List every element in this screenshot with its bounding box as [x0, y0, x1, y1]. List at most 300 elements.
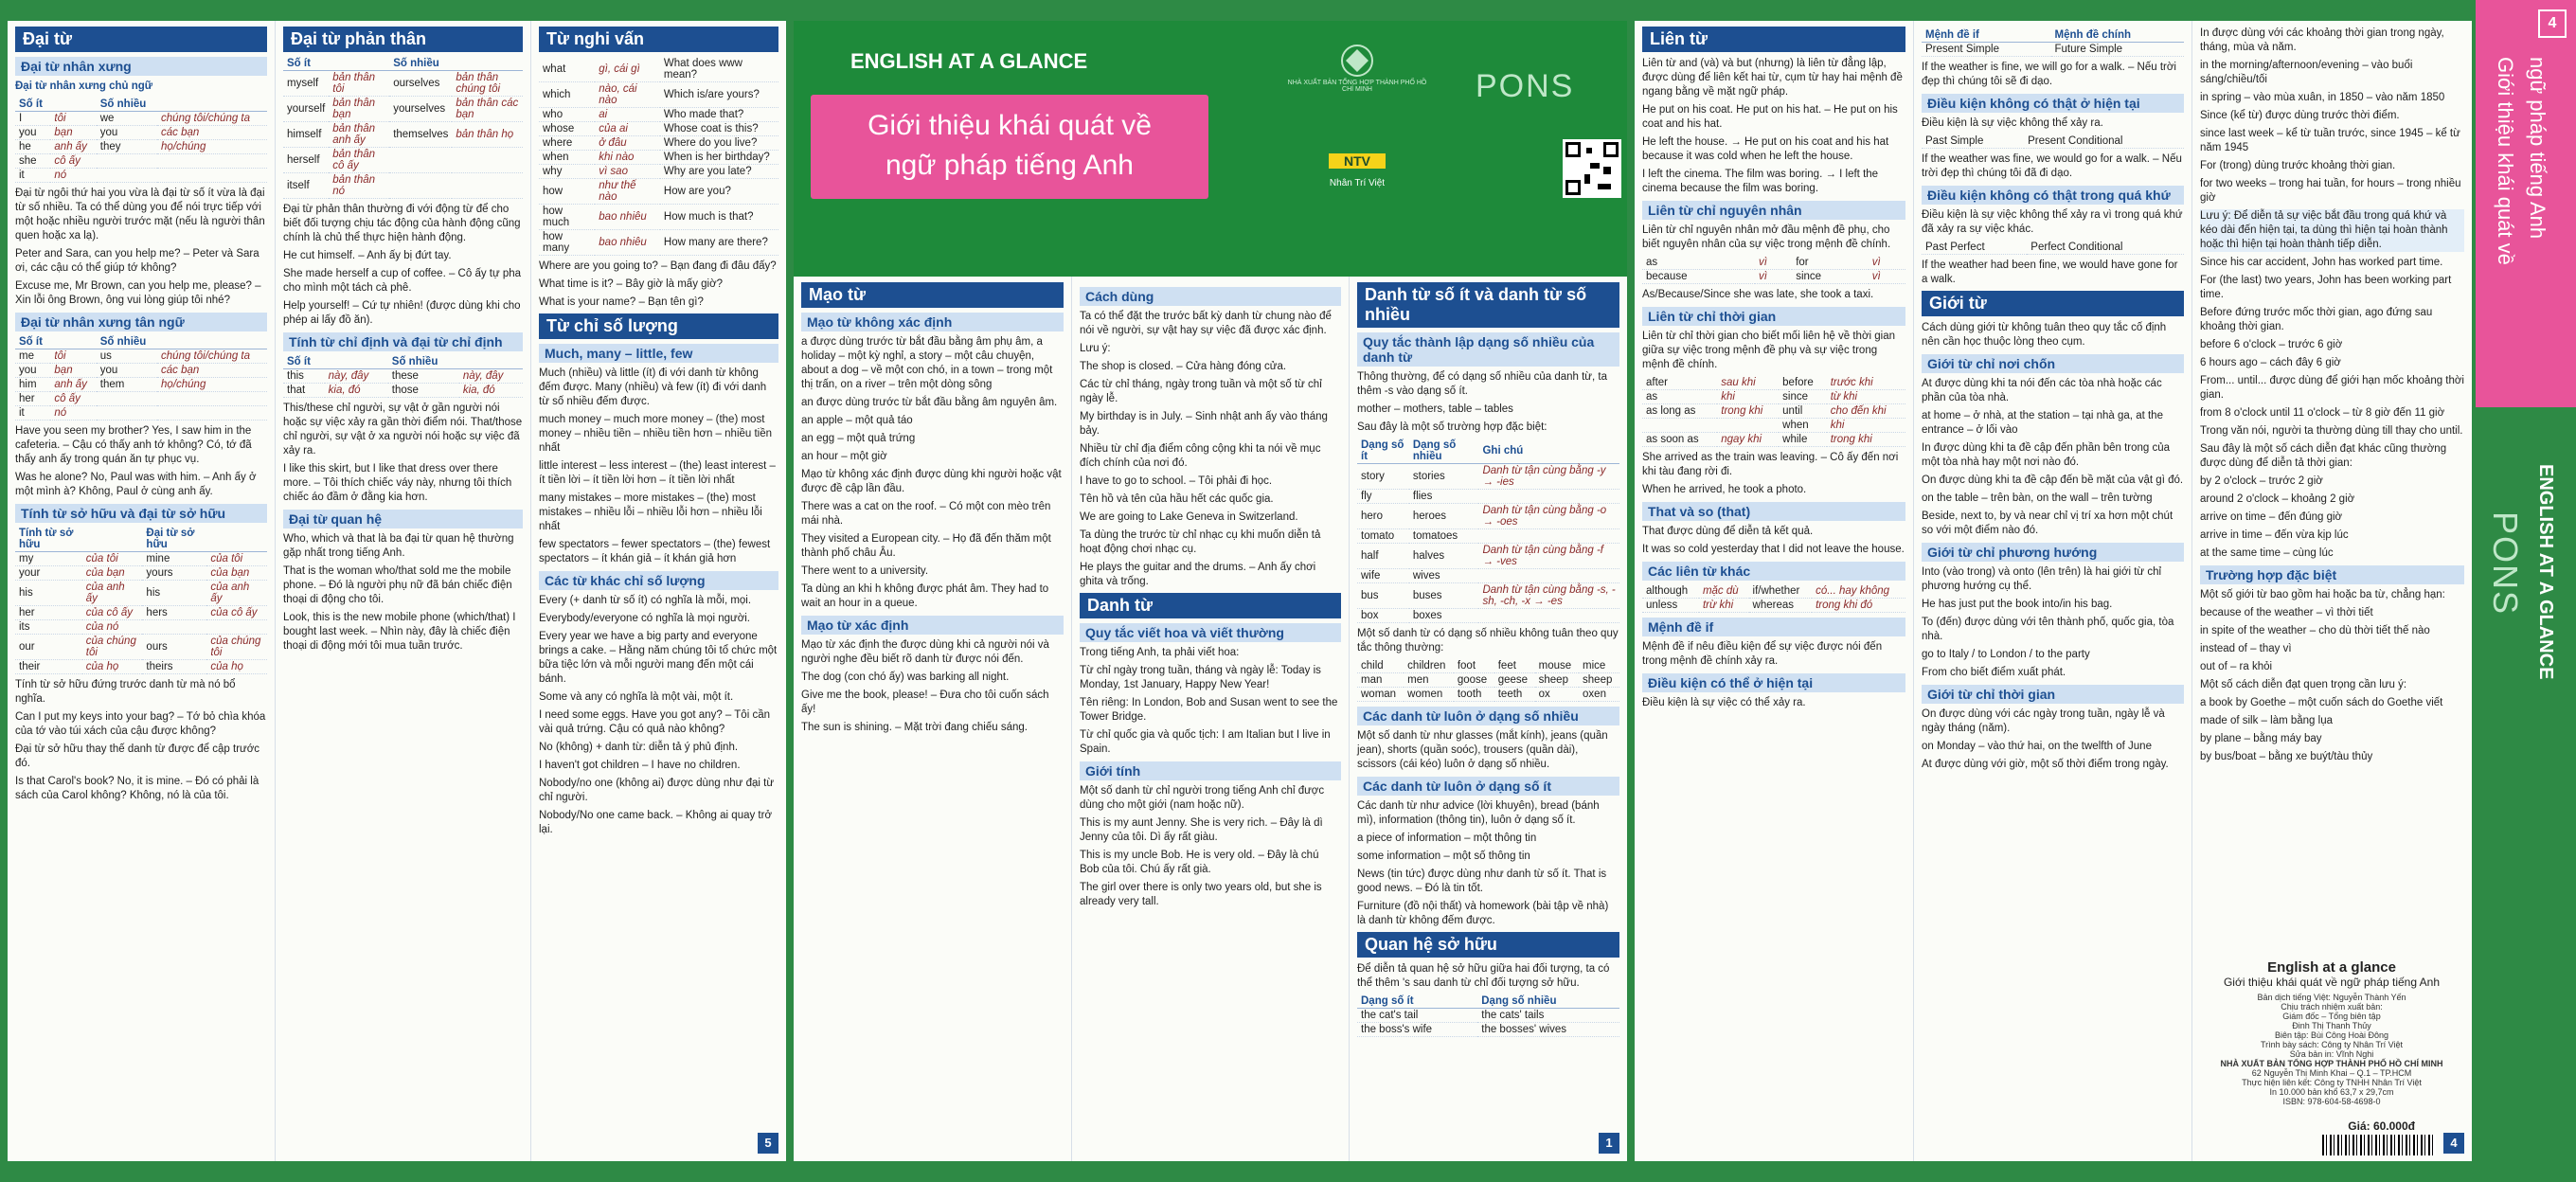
subheader-object-pronouns: Đại từ nhân xưng tân ngữ	[15, 313, 267, 331]
causal-table	[1642, 256, 1905, 284]
subheader-unreal-present: Điều kiện không có thật ở hiện tại	[1922, 94, 2184, 113]
paragraph: Nobody/no one (không ai) được dùng như đại từ chỉ người.	[539, 778, 775, 803]
example: Give me the book, please! – Đưa cho tôi cuốn sách ấy!	[801, 690, 1049, 715]
paragraph: Ta có thể đặt the trước bất kỳ danh từ chung nào để nói về người, sự vật hay sự việc đã được xác định.	[1080, 311, 1332, 336]
subheader-always-plural: Các danh từ luôn ở dạng số nhiều	[1357, 707, 1619, 725]
example: Is that Carol's book? No, it is mine. – Đó có phải là sách của Carol không? Không, nó là của tôi.	[15, 776, 259, 801]
possession-table: Dạng số ít Dạng số nhiều the cat's tail the cats' tails the boss's wife the bosses' wives	[1357, 994, 1619, 1037]
paragraph: Nhiều từ chỉ địa điểm công cộng khi ta nói về mục đích chính của nơi đó.	[1080, 443, 1321, 469]
example: at the same time – cùng lúc	[2200, 547, 2334, 559]
paragraph: News (tin tức) được dùng như danh từ số ít. That is good news. – Đó là tin tốt.	[1357, 869, 1607, 894]
colophon	[2199, 954, 2464, 1112]
example: We are going to Lake Geneva in Switzerland.	[1080, 511, 1298, 523]
subheader-definite-article: Mạo từ xác định	[801, 616, 1064, 635]
spine-title-vi-2: ngữ pháp tiếng Anh	[2526, 57, 2549, 240]
spine-pink-block	[2476, 0, 2576, 407]
question-word-table	[539, 57, 778, 256]
paragraph: Before đứng trước mốc thời gian, ago đứng sau khoảng thời gian.	[2200, 307, 2433, 332]
table-row: he anh ấy they họ/chúng	[15, 140, 267, 154]
example: The shop is closed. – Cửa hàng đóng cửa.	[1080, 361, 1287, 372]
price-label: Giá: 60.000đ	[2348, 1119, 2415, 1133]
column-conjunctions	[1635, 21, 1913, 1161]
example: Từ chỉ quốc gia và quốc tịch: I am Italian but I live in Spain.	[1080, 729, 1331, 755]
example: on Monday – vào thứ hai, on the twelfth of June	[1922, 741, 2152, 752]
table-row: story stories Danh từ tận cùng bằng -y → -ies	[1357, 464, 1619, 490]
paragraph: Các từ chỉ tháng, ngày trong tuần và một số từ chỉ ngày lễ.	[1080, 379, 1322, 404]
example: Nobody/No one came back. – Không ai quay trở lại.	[539, 810, 772, 835]
paragraph: Liên từ and (và) và but (nhưng) là liên từ đẳng lập, được dùng để liên kết hai từ, cụm từ hay hai mệnh đề ngang bằng về mặt ngữ pháp.	[1642, 58, 1903, 98]
colophon-line: Bản dịch tiếng Việt: Nguyễn Thành Yến	[2257, 993, 2406, 1002]
subheader-personal-pronouns: Đại từ nhân xưng	[15, 57, 267, 76]
example: She arrived as the train was leaving. – Cô ấy đến nơi khi tàu đang rời đi.	[1642, 452, 1899, 477]
paragraph: Tính từ sở hữu đứng trước danh từ mà nó bổ nghĩa.	[15, 679, 236, 705]
paragraph: Đại từ sở hữu thay thế danh từ được để cập trước đó.	[15, 743, 260, 769]
example: He has just put the book into/in his bag.	[1922, 599, 2113, 610]
example: by bus/boat – bằng xe buýt/tàu thủy	[2200, 751, 2373, 762]
column-pronouns	[8, 21, 275, 1161]
table-row: when khi	[1642, 419, 1905, 433]
subheader-subject-pronouns: Đại từ nhân xưng chủ ngữ	[15, 81, 153, 92]
example: He plays the guitar and the drums. – Anh ấy chơi ghita và trống.	[1080, 562, 1316, 587]
section-header-nouns: Danh từ	[1080, 593, 1341, 618]
subheader-unreal-past: Điều kiện không có thật trong quá khứ	[1922, 186, 2184, 205]
paragraph: Ta dùng the trước từ chỉ nhạc cụ khi muốn diễn tả hoạt động chơi nhạc cụ.	[1080, 529, 1321, 555]
example: around 2 o'clock – khoảng 2 giờ	[2200, 493, 2355, 505]
paragraph: Một số danh từ có dạng số nhiều không tuân theo quy tắc thông thường:	[1357, 628, 1619, 654]
plural-rules-table: Dạng số ít Dạng số nhiều Ghi chú story stories Danh từ tận cùng bằng -y → -ies fly flies hero heroes Danh từ tận cùng bằng -o → -oes tomato tomatoes half halves Danh từ tận cùng bằng -f → -ves wife wives bus buses Danh từ tận cùng bằng -s, -sh, -ch, -x → -es box boxes	[1357, 439, 1619, 623]
example: by plane – bằng máy bay	[2200, 733, 2322, 744]
table-row: his của anh ấy his của anh ấy	[15, 581, 267, 606]
conditional-1-table: Mệnh đề if Mệnh đề chính Present Simple Future Simple	[1922, 28, 2184, 57]
panel-page-4	[1635, 21, 2472, 1161]
paragraph: Thông thường, để có dạng số nhiều của danh từ, ta thêm -s vào dạng số ít.	[1357, 371, 1607, 397]
example: My birthday is in July. – Sinh nhật anh ấy vào tháng bảy.	[1080, 411, 1328, 437]
page-number: 4	[2443, 1133, 2464, 1154]
table-row: how như thế nào How are you?	[539, 179, 778, 205]
table-row: half halves Danh từ tận cùng bằng -f → -ves	[1357, 544, 1619, 569]
paragraph: In được dùng khi ta đề cập đến phần bên trong của một tòa nhà hay một nơi nào đó.	[1922, 442, 2171, 468]
table-row: that kia, đó those kia, đó	[283, 384, 523, 398]
colophon-line: NHÀ XUẤT BẢN TỔNG HỢP THÀNH PHỐ HỒ CHÍ MINH	[2220, 1059, 2443, 1068]
colophon-line: Sửa bản in: Vĩnh Nghi	[2289, 1049, 2374, 1059]
table-row: how many bao nhiêu How many are there?	[539, 230, 778, 256]
example: The girl over there is only two years old, but she is already very tall.	[1080, 882, 1322, 907]
example: at home – ở nhà, at the station – tại nhà ga, at the entrance – ở lối vào	[1922, 410, 2163, 436]
example: I haven't got children – I have no children.	[539, 760, 741, 771]
colophon-line: ISBN: 978-604-58-4698-0	[2282, 1097, 2381, 1106]
example: He left the house. → He put on his coat and his hat because it was cold when he left the house.	[1642, 136, 1889, 162]
paragraph: At được dùng với giờ, một số thời điểm trong ngày.	[1922, 759, 2169, 770]
possessive-table: Tính từ sở hữu Đại từ sở hữu my của tôi mine của tôi your của bạn yours của bạn his của anh ấy his của anh ấy her của cô ấy hers của cô ấy its của nó our của chúng tôi ours của chúng tôi their của họ theirs của họ	[15, 527, 267, 674]
example: If the weather was fine, we would go for a walk. – Nếu trời đẹp thì chúng tôi đã đi dạo.	[1922, 153, 2182, 179]
page-number: 1	[1599, 1133, 1619, 1154]
example: an apple – một quả táo	[801, 415, 913, 426]
paragraph: Các danh từ như advice (lời khuyên), bread (bánh mì), information (thông tin), luôn ở dạng số ít.	[1357, 800, 1600, 826]
spine-title-vi	[2493, 57, 2568, 398]
table-row: the boss's wife the bosses' wives	[1357, 1023, 1619, 1037]
example: Every year we have a big party and everyone brings a cake. – Hằng năm chúng tôi tổ chức một bữa tiệc lớn và mỗi người mang đến một cái bánh.	[539, 631, 778, 685]
barcode-icon	[2322, 1135, 2436, 1155]
paragraph: a được dùng trước từ bắt đầu bằng âm phụ âm, a holiday – một kỳ nghỉ, a story – một câu chuyện, about a dog – về một con chó, in a town – trong một thị trấn, on a river – trên một dòng sông	[801, 336, 1053, 390]
colophon-subtitle: Giới thiệu khái quát về ngữ pháp tiếng Anh	[2223, 976, 2441, 989]
example: an hour – một giờ	[801, 451, 887, 462]
subheader-that-so-that: That và so (that)	[1642, 502, 1905, 521]
example: The dog (con chó ấy) was barking all night.	[801, 672, 1010, 683]
table-row: the cat's tail the cats' tails	[1357, 1009, 1619, 1023]
paragraph: Tên hồ và tên của hầu hết các quốc gia.	[1080, 493, 1274, 505]
section-header-plurals: Danh từ số ít và danh từ số nhiều	[1357, 282, 1619, 328]
example: I like this skirt, but I like that dress over there more. – Tôi thích chiếc váy này, nhưng tôi thích chiếc áo đầm ở đằng kia hơn.	[283, 463, 512, 503]
example: little interest – less interest – (the) least interest – ít tiền lời – ít tiền lời hơn – ít tiền lời nhất	[539, 460, 776, 486]
colophon-line: Thực hiện liên kết: Công ty TNHH Nhân Trí Việt	[2242, 1078, 2422, 1087]
table-row: man men goose geese sheep sheep	[1357, 673, 1619, 688]
paragraph: Liên từ chỉ nguyên nhân mở đầu mệnh đề phụ, cho biết nguyên nhân của sự việc trong mệnh đề chính.	[1642, 224, 1891, 250]
paragraph: For (trong) dùng trước khoảng thời gian.	[2200, 160, 2396, 171]
example: I left the cinema. The film was boring. → I left the cinema because the film was boring.	[1642, 169, 1879, 194]
paragraph: Beside, next to, by và near chỉ vị trí xa hơn một chút so với một điểm nào đó.	[1922, 510, 2174, 536]
publisher-small-text: NHÀ XUẤT BẢN TỔNG HỢP THÀNH PHỐ HỒ CHÍ MINH	[1287, 80, 1427, 93]
paragraph: Điều kiện là sự việc có thể xảy ra.	[1642, 697, 1806, 708]
page-number: 5	[758, 1133, 778, 1154]
table-header: Số nhiều	[97, 98, 157, 112]
colophon-line: In 10.000 bản khổ 63,7 x 29,7cm	[2269, 1087, 2394, 1097]
column-usage-nouns	[1071, 277, 1349, 1161]
example: As/Because/Since she was late, she took a taxi.	[1642, 289, 1874, 300]
example: Excuse me, Mr Brown, can you help me, please? – Xin lỗi ông Brown, ông vui lòng giúp tôi nhé?	[15, 280, 261, 306]
example: much money – much more money – (the) most money – nhiều tiền – nhiều tiền hơn – nhiều tiền nhất	[539, 414, 773, 454]
example: on the table – trên bàn, on the wall – trên tường	[1922, 492, 2153, 504]
example: many mistakes – more mistakes – (the) most mistakes – nhiều lỗi – nhiều lỗi hơn – nhiều lỗi nhất	[539, 492, 762, 532]
table-row: bus buses Danh từ tận cùng bằng -s, -sh, -ch, -x → -es	[1357, 583, 1619, 609]
example: Look, this is the new mobile phone (which/that) I bought last week. – Nhìn này, đây là chiếc điện thoại di động mới tôi mua tuần trước.	[283, 612, 516, 652]
paragraph: This/these chỉ người, sự vật ở gần người nói hoặc sự việc xảy ra gần thời điểm nói. That/those chỉ người, sự vật ở xa người nói hoặc sự việc đã xảy ra.	[283, 403, 523, 457]
example: few spectators – fewer spectators – (the) fewest spectators – ít khán giả – ít khán giả hơn	[539, 539, 771, 564]
example: When he arrived, he took a photo.	[1642, 484, 1807, 495]
paragraph: That được dùng để diễn tả kết quả.	[1642, 526, 1814, 537]
example: There was a cat on the roof. – Có một con mèo trên mái nhà.	[801, 501, 1051, 527]
table-row: it nó	[15, 169, 267, 183]
table-row: her cô ấy	[15, 392, 267, 406]
table-row: child children foot feet mouse mice	[1357, 659, 1619, 673]
example: For (the last) two years, John has been working part time.	[2200, 275, 2452, 300]
table-row: her của cô ấy hers của cô ấy	[15, 606, 267, 620]
colophon-line: Đinh Thị Thanh Thủy	[2292, 1021, 2371, 1030]
example: Help yourself! – Cứ tự nhiên! (được dùng khi cho phép ai lấy đồ ăn).	[283, 300, 521, 326]
table-row: which nào, cái nào Which is/are yours?	[539, 82, 778, 108]
example: in spite of the weather – cho dù thời tiết thế nào	[2200, 625, 2430, 636]
table-row: because vì since vì	[1642, 270, 1905, 284]
example: arrive on time – đến đúng giờ	[2200, 511, 2343, 523]
example: since last week – kể từ tuần trước, since 1945 – kể từ năm 1945	[2200, 128, 2460, 153]
example: He cut himself. – Anh ấy bị đứt tay.	[283, 250, 452, 261]
table-row: where ở đâu Where do you live?	[539, 136, 778, 151]
example: go to Italy / to London / to the party	[1922, 649, 2090, 660]
paragraph: Trong văn nói, người ta thường dùng till thay cho until.	[2200, 425, 2463, 437]
paragraph: In được dùng với các khoảng thời gian trong ngày, tháng, mùa và năm.	[2200, 27, 2444, 53]
table-row: how much bao nhiêu How much is that?	[539, 205, 778, 230]
spine-title-en: ENGLISH AT A GLANCE	[2535, 464, 2556, 680]
table-row: it nó	[15, 406, 267, 421]
example: If the weather had been fine, we would have gone for a walk.	[1922, 260, 2178, 285]
table-row: yourself bản thân bạn yourselves bản thân các bạn	[283, 97, 523, 122]
example: a book by Goethe – một cuốn sách do Goethe viết	[2200, 697, 2443, 708]
table-row: Past Perfect Perfect Conditional	[1922, 241, 2184, 255]
subheader-plural-rules: Quy tắc thành lập dạng số nhiều của danh từ	[1357, 332, 1619, 367]
example: I have to go to school. – Tôi phải đi học.	[1080, 475, 1273, 487]
example: What is your name? – Bạn tên gì?	[539, 296, 704, 308]
example: Since his car accident, John has worked part time.	[2200, 257, 2443, 268]
table-row: him anh ấy them họ/chúng	[15, 378, 267, 392]
example: an egg – một quả trứng	[801, 433, 916, 444]
subheader-capitalization: Quy tắc viết hoa và viết thường	[1080, 623, 1341, 642]
example: in the morning/afternoon/evening – vào buổi sáng/chiều/tối	[2200, 60, 2413, 85]
cover-banner	[794, 21, 1627, 277]
paragraph: Điều kiện là sự việc không thể xảy ra vì trong quá khứ đã xảy ra sự việc khác.	[1922, 209, 2183, 235]
paragraph: Liên từ chỉ thời gian cho biết mối liên hệ về thời gian giữa sự việc trong mệnh đề phụ và sự việc trong mệnh đề chính.	[1642, 331, 1895, 370]
example: mother – mothers, table – tables	[1357, 403, 1513, 415]
example: Peter and Sara, can you help me? – Peter và Sara ơi, các cậu có thể giúp tớ không?	[15, 248, 259, 274]
example: I need some eggs. Have you got any? – Tôi cần vài quả trứng. Cậu có quả nào không?	[539, 709, 770, 735]
column-articles	[794, 277, 1071, 1161]
subheader-usage: Cách dùng	[1080, 287, 1341, 306]
panel-page-5	[8, 21, 786, 1161]
subheader-time-prepositions: Giới từ chỉ thời gian	[1922, 685, 2184, 704]
spine-page-number: 4	[2538, 9, 2567, 38]
paragraph: From cho biết điểm xuất phát.	[1922, 667, 2066, 678]
conditional-3-table	[1922, 241, 2184, 255]
publisher-logo-icon	[1286, 40, 1428, 106]
table-row: when khi nào When is her birthday?	[539, 151, 778, 165]
example: She made herself a cup of coffee. – Cô ấy tự pha cho mình một tách cà phê.	[283, 268, 522, 294]
table-row: herself bản thân cô ấy	[283, 148, 523, 173]
example: This is my uncle Bob. He is very old. – Đây là chú Bob của tôi. Chú ấy rất già.	[1080, 850, 1319, 875]
section-header-pronouns: Đại từ	[15, 27, 267, 52]
table-row: as soon as ngay khi while trong khi	[1642, 433, 1905, 447]
table-row: why vì sao Why are you late?	[539, 165, 778, 179]
column-reflexive	[275, 21, 530, 1161]
example: There went to a university.	[801, 565, 929, 577]
table-row: as long as trong khi until cho đến khi	[1642, 404, 1905, 419]
section-header-quantifiers: Từ chỉ số lượng	[539, 313, 778, 339]
conditional-2-table	[1922, 134, 2184, 149]
paragraph: Đại từ phản thân thường đi với động từ để cho biết đối tượng chịu tác động của hành động cũng chính là chủ thể thực hiện hành động.	[283, 204, 521, 243]
table-row: I tôi we chúng tôi/chúng ta	[15, 112, 267, 126]
example: a piece of information – một thông tin	[1357, 833, 1537, 844]
paragraph: Into (vào trong) và onto (lên trên) là hai giới từ chỉ phương hướng cụ thể.	[1922, 566, 2162, 592]
paragraph: Furniture (đồ nội thất) và homework (bài tập về nhà) là danh từ không đếm được.	[1357, 901, 1609, 926]
example: instead of – thay vì	[2200, 643, 2292, 654]
paragraph: Một số danh từ như glasses (mắt kính), jeans (quần jean), shorts (quần soóc), trousers (quần dài), scissors (cái kéo) luôn ở dạng số nhiều.	[1357, 730, 1608, 770]
subheader-special-cases: Trường hợp đặc biệt	[2200, 565, 2464, 584]
subheader-place-prepositions: Giới từ chỉ nơi chốn	[1922, 354, 2184, 373]
example: That is the woman who/that sold me the mobile phone. – Đó là người phụ nữ đã bán chiếc điện thoại di động cho tôi.	[283, 565, 512, 605]
example: 6 hours ago – cách đây 6 giờ	[2200, 357, 2341, 368]
table-row: its của nó	[15, 620, 267, 635]
colophon-line: Chịu trách nhiệm xuất bản:	[2281, 1002, 2383, 1012]
table-row: wife wives	[1357, 569, 1619, 583]
subheader-causal-conjunctions: Liên từ chỉ nguyên nhân	[1642, 201, 1905, 220]
table-row: your của bạn yours của bạn	[15, 566, 267, 581]
colophon-line: Trình bày sách: Công ty Nhân Trí Việt	[2260, 1040, 2404, 1049]
table-row: who ai Who made that?	[539, 108, 778, 122]
example: because of the weather – vì thời tiết	[2200, 607, 2373, 618]
cover-title-vi-1: Giới thiệu khái quát về	[868, 110, 1152, 141]
example: for two weeks – trong hai tuần, for hours – trong nhiều giờ	[2200, 178, 2461, 204]
reflexive-table: Số ít Số nhiều myself bản thân tôi ourselves bản thân chúng tôi yourself bản thân bạn yourselves bản thân các bạn himself bản thân anh ấy themselves bản thân họ herself bản thân cô ấy itself bản thân nó	[283, 57, 523, 199]
paragraph: Much (nhiều) và little (ít) đi với danh từ không đếm được. Many (nhiều) và few (ít) đi với danh từ số nhiều đếm được.	[539, 367, 767, 407]
example: What time is it? – Bây giờ là mấy giờ?	[539, 278, 724, 290]
side-spine	[2476, 0, 2576, 1182]
paragraph: Mạo từ không xác định được dùng khi người hoặc vật được đề cập lần đầu.	[801, 469, 1062, 494]
panel-page-1	[794, 277, 1627, 1161]
spine-title-vi-1: Giới thiệu khái quát về	[2494, 57, 2517, 265]
example: Have you seen my brother? Yes, I saw him in the cafeteria. – Cậu có thấy anh tớ không? Có, tớ đã thấy anh ấy trong quán ăn tự phục vụ.	[15, 425, 252, 465]
section-header-prepositions: Giới từ	[1922, 291, 2184, 316]
column-interrogatives	[530, 21, 786, 1161]
table-row: as khi since từ khi	[1642, 390, 1905, 404]
table-row: as vì for vì	[1642, 256, 1905, 270]
colophon-line: 62 Nguyễn Thị Minh Khai – Q.1 – TP.HCM	[2251, 1068, 2412, 1078]
paragraph: Mạo từ xác định the được dùng khi cả người nói và người nghe đều biết rõ danh từ được nói đến.	[801, 639, 1049, 665]
example: in spring – vào mùa xuân, in 1850 – vào năm 1850	[2200, 92, 2445, 103]
paragraph: Một số cách diễn đạt quen trọng cần lưu ý:	[2200, 679, 2407, 690]
colophon-line: Giám đốc – Tổng biên tập	[2282, 1012, 2381, 1021]
subheader-other-conjunctions: Các liên từ khác	[1642, 562, 1905, 581]
table-row: himself bản thân anh ấy themselves bản thân họ	[283, 122, 523, 148]
table-row: fly flies	[1357, 490, 1619, 504]
table-row: whose của ai Whose coat is this?	[539, 122, 778, 136]
example: Was he alone? No, Paul was with him. – Anh ấy ở một mình à? Không, Paul ở cùng anh ấy.	[15, 472, 257, 497]
example: by 2 o'clock – trước 2 giờ	[2200, 475, 2323, 487]
ntv-logo	[1324, 153, 1390, 210]
section-header-conjunctions: Liên từ	[1642, 27, 1905, 52]
irregular-plural-table	[1357, 659, 1619, 702]
table-row: Present Simple Future Simple	[1922, 43, 2184, 57]
section-header-articles: Mạo từ	[801, 282, 1064, 308]
paragraph: Everybody/everyone có nghĩa là mọi người.	[539, 613, 750, 624]
table-row: itself bản thân nó	[283, 173, 523, 199]
paragraph: Sau đây là một số cách diễn đạt khác cũng thường được dùng để diễn tả thời gian:	[2200, 443, 2447, 469]
subheader-much-many: Much, many – little, few	[539, 344, 778, 363]
note: Lưu ý: Để diễn tả sự việc bắt đầu trong quá khứ và kéo dài đến hiện tại, ta dùng thì hiện tại hoàn thành hoặc thì hiện tại hoàn thành tiếp diễn.	[2200, 209, 2464, 252]
table-row: after sau khi before trước khi	[1642, 376, 1905, 390]
subheader-real-present: Điều kiện có thể ở hiện tại	[1642, 673, 1905, 692]
paragraph: Ta dùng an khi h không được phát âm. They had to wait an hour in a queue.	[801, 583, 1049, 609]
table-row: you bạn you các bạn	[15, 126, 267, 140]
paragraph: Để diễn tả quan hệ sở hữu giữa hai đối tượng, ta có thể thêm 's sau danh từ chỉ đối tượng sở hữu.	[1357, 963, 1610, 989]
subheader-possessives: Tính từ sở hữu và đại từ sở hữu	[15, 504, 267, 523]
subheader-always-singular: Các danh từ luôn ở dạng số ít	[1357, 777, 1619, 796]
example: before 6 o'clock – trước 6 giờ	[2200, 339, 2343, 350]
table-header: Số ít	[15, 98, 50, 112]
table-row: my của tôi mine của tôi	[15, 552, 267, 566]
paragraph: From... until... được dùng để giới hạn mốc khoảng thời gian.	[2200, 375, 2464, 401]
cover-title-box	[811, 95, 1208, 199]
colophon-title: English at a glance	[2267, 959, 2396, 976]
paragraph: Since (kể từ) được dùng trước thời điểm.	[2200, 110, 2400, 121]
table-row: this này, đây these này, đây	[283, 369, 523, 384]
example: Tên riêng: In London, Bob and Susan went to see the Tower Bridge.	[1080, 697, 1338, 723]
example: Từ chỉ ngày trong tuần, tháng và ngày lễ: Today is Monday, 1st January, Happy New Year!	[1080, 665, 1321, 690]
paragraph: Trong tiếng Anh, ta phải viết hoa:	[1080, 647, 1240, 658]
ntv-subtitle: Nhân Trí Việt	[1329, 178, 1386, 188]
table-row: their của họ theirs của họ	[15, 660, 267, 674]
paragraph: At được dùng khi ta nói đến các tòa nhà hoặc các phần của tòa nhà.	[1922, 378, 2162, 403]
paragraph: To (đến) được dùng với tên thành phố, quốc gia, tòa nhà.	[1922, 617, 2174, 642]
example: Can I put my keys into your bag? – Tớ bỏ chìa khóa của tớ vào túi xách của cậu được không?	[15, 711, 266, 737]
paragraph: No (không) + danh từ: diễn tả ý phủ định.	[539, 742, 739, 753]
subject-pronoun-table	[15, 98, 267, 183]
time-conjunction-table	[1642, 376, 1905, 447]
table-row: although mặc dù if/whether có... hay không	[1642, 584, 1905, 599]
column-plurals	[1349, 277, 1627, 1161]
table-row: she cô ấy	[15, 154, 267, 169]
subheader-demonstratives: Tính từ chỉ định và đại từ chỉ định	[283, 332, 523, 351]
cover-title-en: ENGLISH AT A GLANCE	[850, 49, 1088, 73]
example: Where are you going to? – Bạn đang đi đâu đấy?	[539, 260, 777, 272]
example: some information – một số thông tin	[1357, 851, 1530, 862]
example: It was so cold yesterday that I did not leave the house.	[1642, 544, 1905, 555]
table-row: Past Simple Present Conditional	[1922, 134, 2184, 149]
paragraph: Mệnh đề if nêu điều kiện để sự việc được nói đến trong mệnh đề chính xảy ra.	[1642, 641, 1883, 667]
table-row: hero heroes Danh từ tận cùng bằng -o → -oes	[1357, 504, 1619, 529]
example: arrive in time – đến vừa kịp lúc	[2200, 529, 2349, 541]
subheader-if-clauses: Mệnh đề if	[1642, 618, 1905, 636]
table-row: myself bản thân tôi ourselves bản thân chúng tôi	[283, 71, 523, 97]
section-header-interrogatives: Từ nghi vấn	[539, 27, 778, 52]
paragraph: Lưu ý:	[1080, 343, 1111, 354]
table-row: our của chúng tôi ours của chúng tôi	[15, 635, 267, 660]
example: made of silk – làm bằng lụa	[2200, 715, 2333, 726]
paragraph: On được dùng với các ngày trong tuần, ngày lễ và ngày tháng (năm).	[1922, 708, 2165, 734]
paragraph: Cách dùng giới từ không tuân theo quy tắc cố định nên cần học thuộc lòng theo cụm.	[1922, 322, 2167, 348]
example: out of – ra khỏi	[2200, 661, 2273, 672]
example: If the weather is fine, we will go for a walk. – Nếu trời đẹp thì chúng tôi sẽ đi dạo.	[1922, 62, 2176, 87]
example: from 8 o'clock until 11 o'clock – từ 8 giờ đến 11 giờ	[2200, 407, 2445, 419]
table-row: tomato tomatoes	[1357, 529, 1619, 544]
section-header-possession: Quan hệ sở hữu	[1357, 932, 1619, 958]
paragraph: an được dùng trước từ bắt đầu bằng âm nguyên âm.	[801, 397, 1058, 408]
example: He put on his coat. He put on his hat. – He put on his coat and his hat.	[1642, 104, 1898, 130]
example: This is my aunt Jenny. She is very rich. – Đây là dì Jenny của tôi. Dì ấy rất giàu.	[1080, 817, 1323, 843]
paragraph: On được dùng khi ta đề cập đến bề mặt của vật gì đó.	[1922, 475, 2184, 486]
demonstrative-table: Số ít Số nhiều this này, đây these này, đây that kia, đó those kia, đó	[283, 355, 523, 398]
paragraph: Điều kiện là sự việc không thể xảy ra.	[1922, 117, 2103, 129]
table-row: what gì, cái gì What does www mean?	[539, 57, 778, 82]
paragraph: Một số danh từ chỉ người trong tiếng Anh chỉ được dùng cho một giới (nam hoặc nữ).	[1080, 785, 1325, 811]
qr-code-icon	[1563, 139, 1621, 198]
object-pronoun-table: Số ít Số nhiều me tôi us chúng tôi/chúng ta you bạn you các bạn him anh ấy them họ/chúng her cô ấy it nó	[15, 335, 267, 421]
cover-title-vi-2: ngữ pháp tiếng Anh	[886, 150, 1134, 181]
paragraph: Một số giới từ bao gồm hai hoặc ba từ, chẳng hạn:	[2200, 589, 2445, 600]
spine-brand: PONS	[2486, 511, 2525, 617]
example: The sun is shining. – Mặt trời đang chiếu sáng.	[801, 722, 1028, 733]
example: They visited a European city. – Họ đã đến thăm một thành phố châu Âu.	[801, 533, 1051, 559]
paragraph: Some và any có nghĩa là một vài, một ít.	[539, 691, 734, 703]
table-row: unless trừ khi whereas trong khi đó	[1642, 599, 1905, 613]
brand-logo: PONS	[1476, 68, 1575, 104]
section-header-reflexive: Đại từ phản thân	[283, 27, 523, 52]
subheader-indefinite-article: Mạo từ không xác định	[801, 313, 1064, 331]
colophon-line: Biên tập: Bùi Công Hoài Đông	[2274, 1030, 2389, 1040]
table-row: box boxes	[1357, 609, 1619, 623]
table-row: woman women tooth teeth ox oxen	[1357, 688, 1619, 702]
paragraph: Sau đây là một số trường hợp đặc biệt:	[1357, 421, 1547, 433]
subheader-relative-pronouns: Đại từ quan hệ	[283, 510, 523, 528]
column-conditionals-prepositions	[1913, 21, 2191, 1161]
table-row: me tôi us chúng tôi/chúng ta	[15, 349, 267, 364]
subheader-time-conjunctions: Liên từ chỉ thời gian	[1642, 307, 1905, 326]
